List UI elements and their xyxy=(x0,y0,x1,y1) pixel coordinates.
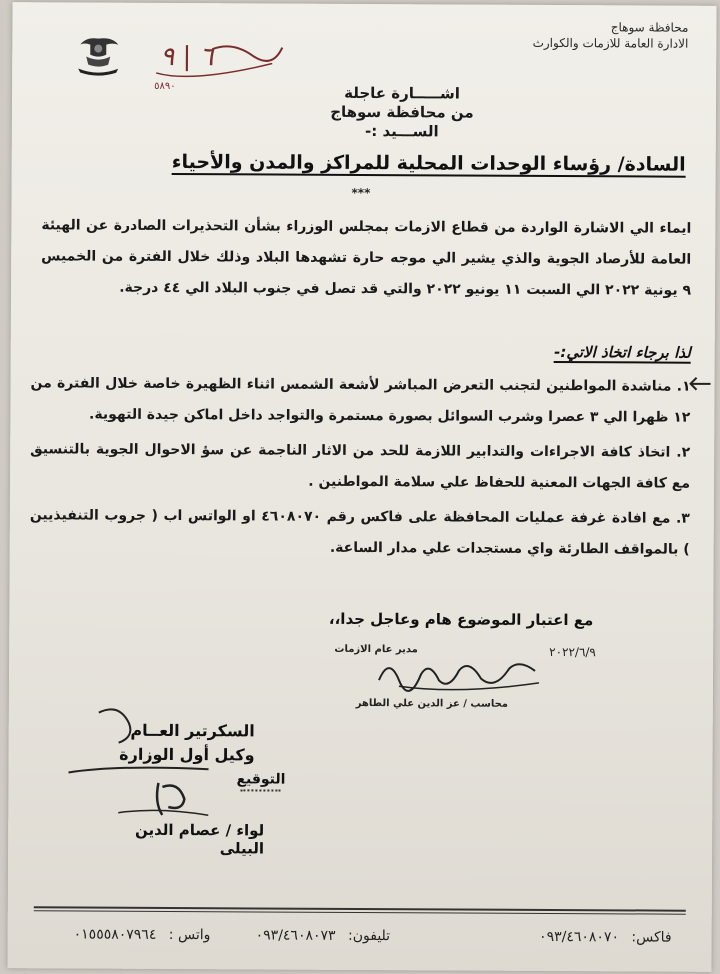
secretary-signature xyxy=(58,702,269,833)
secretary-title-line1: السكرتير العــام xyxy=(130,720,255,741)
footer-phone xyxy=(256,927,391,944)
fax-label: فاكس: xyxy=(631,929,672,946)
separator-stars: *** xyxy=(351,185,371,201)
letter-date: ٢٠٢٢/٦/٩ xyxy=(549,644,596,660)
department-name: الادارة العامة للازمات والكوارث xyxy=(532,35,689,51)
signature-dots xyxy=(240,789,280,791)
phone-number: ٠٩٣/٤٦٠٨٠٧٣ xyxy=(255,927,336,944)
phone-label: تليفون: xyxy=(347,927,391,945)
notice-line1: اشـــــارة عاجلة xyxy=(344,83,460,103)
handwritten-note-text: ٦ | ٩ xyxy=(160,41,214,73)
notice-title xyxy=(312,84,492,142)
footer-fax xyxy=(539,929,672,946)
secretary-title-line2: وكيل أول الوزارة xyxy=(119,744,255,765)
crisis-manager-title: مدير عام الازمات xyxy=(334,643,418,656)
closing-line: مع اعتبار الموضوع هام وعاجل جدا،، xyxy=(328,609,594,630)
addressee-text: السادة/ رؤساء الوحدات المحلية للمراكز والمدن والأحياء xyxy=(171,150,686,176)
handwritten-note xyxy=(152,33,292,94)
list-item: ٣. مع افادة غرفة عمليات المحافظة على فاكس رقم ٤٦٠٨٠٧٠ او الواتس اب ( جروب التنفيذيين ) بالمواقف الطارئة واي مستجدات علي مدار الساعة. xyxy=(29,507,690,558)
governorate-emblem-icon xyxy=(72,32,124,78)
footer-contacts xyxy=(34,926,686,949)
governorate-name: محافظة سوهاج xyxy=(610,20,689,35)
secretary-name: لواء / عصام الدين البيلى xyxy=(134,820,265,858)
header-organization xyxy=(533,19,689,52)
whatsapp-label: واتس : xyxy=(168,926,211,944)
whatsapp-number: ٠١٥٥٥٨٠٧٩٦٤ xyxy=(73,926,157,943)
footer-whatsapp xyxy=(74,926,211,943)
list-item: ١. مناشدة المواطنين لتجنب التعرض المباشر لأشعة الشمس اثناء الظهيرة خاصة خلال الفترة من ١٢ ظهرا الي ٣ عصرا وشرب السوائل بصورة مستمرة والتواجد داخل اماكن جيدة التهوية. xyxy=(30,375,691,426)
signature-label: التوقيع xyxy=(236,771,286,788)
list-item: ٢. اتخاذ كافة الاجراءات والتدابير اللازمة للحد من الاثار الناجمة عن سؤ الاحوال الجوية بالتنسيق مع كافة الجهات المعنية للحفاظ علي سلامة المواطنين . xyxy=(30,441,691,492)
crisis-manager-name: محاسب / عز الدين علي الطاهر xyxy=(355,697,509,710)
notice-line3: الســـيد :- xyxy=(364,122,439,141)
fax-number: ٠٩٣/٤٦٠٨٠٧٠ xyxy=(539,928,620,946)
body-paragraph: ايماء الي الاشارة الواردة من قطاع الازمات بمجلس الوزراء بشأن التحذيرات الصادرة عن الهيئة العامة للأرصاد الجوية والذي يشير الي موجه حارة تشهدها البلاد وذلك خلال الفترة من الخميس ٩ يونية ٢٠٢٢ الي السبت ١١ يونيو ٢٠٢٢ والتي قد تصل في جنوب البلاد الي ٤٤ درجة. xyxy=(41,217,692,299)
action-header: لذا برجاء اتخاذ الاتي:- xyxy=(554,343,691,362)
action-items-list xyxy=(30,368,691,569)
handwritten-note-sub: ٥٨٩٠ xyxy=(154,80,176,93)
addressee xyxy=(126,151,686,176)
notice-line2: من محافظة سوهاج xyxy=(330,102,474,122)
document-page xyxy=(7,2,716,972)
crisis-manager-signature xyxy=(369,650,549,699)
